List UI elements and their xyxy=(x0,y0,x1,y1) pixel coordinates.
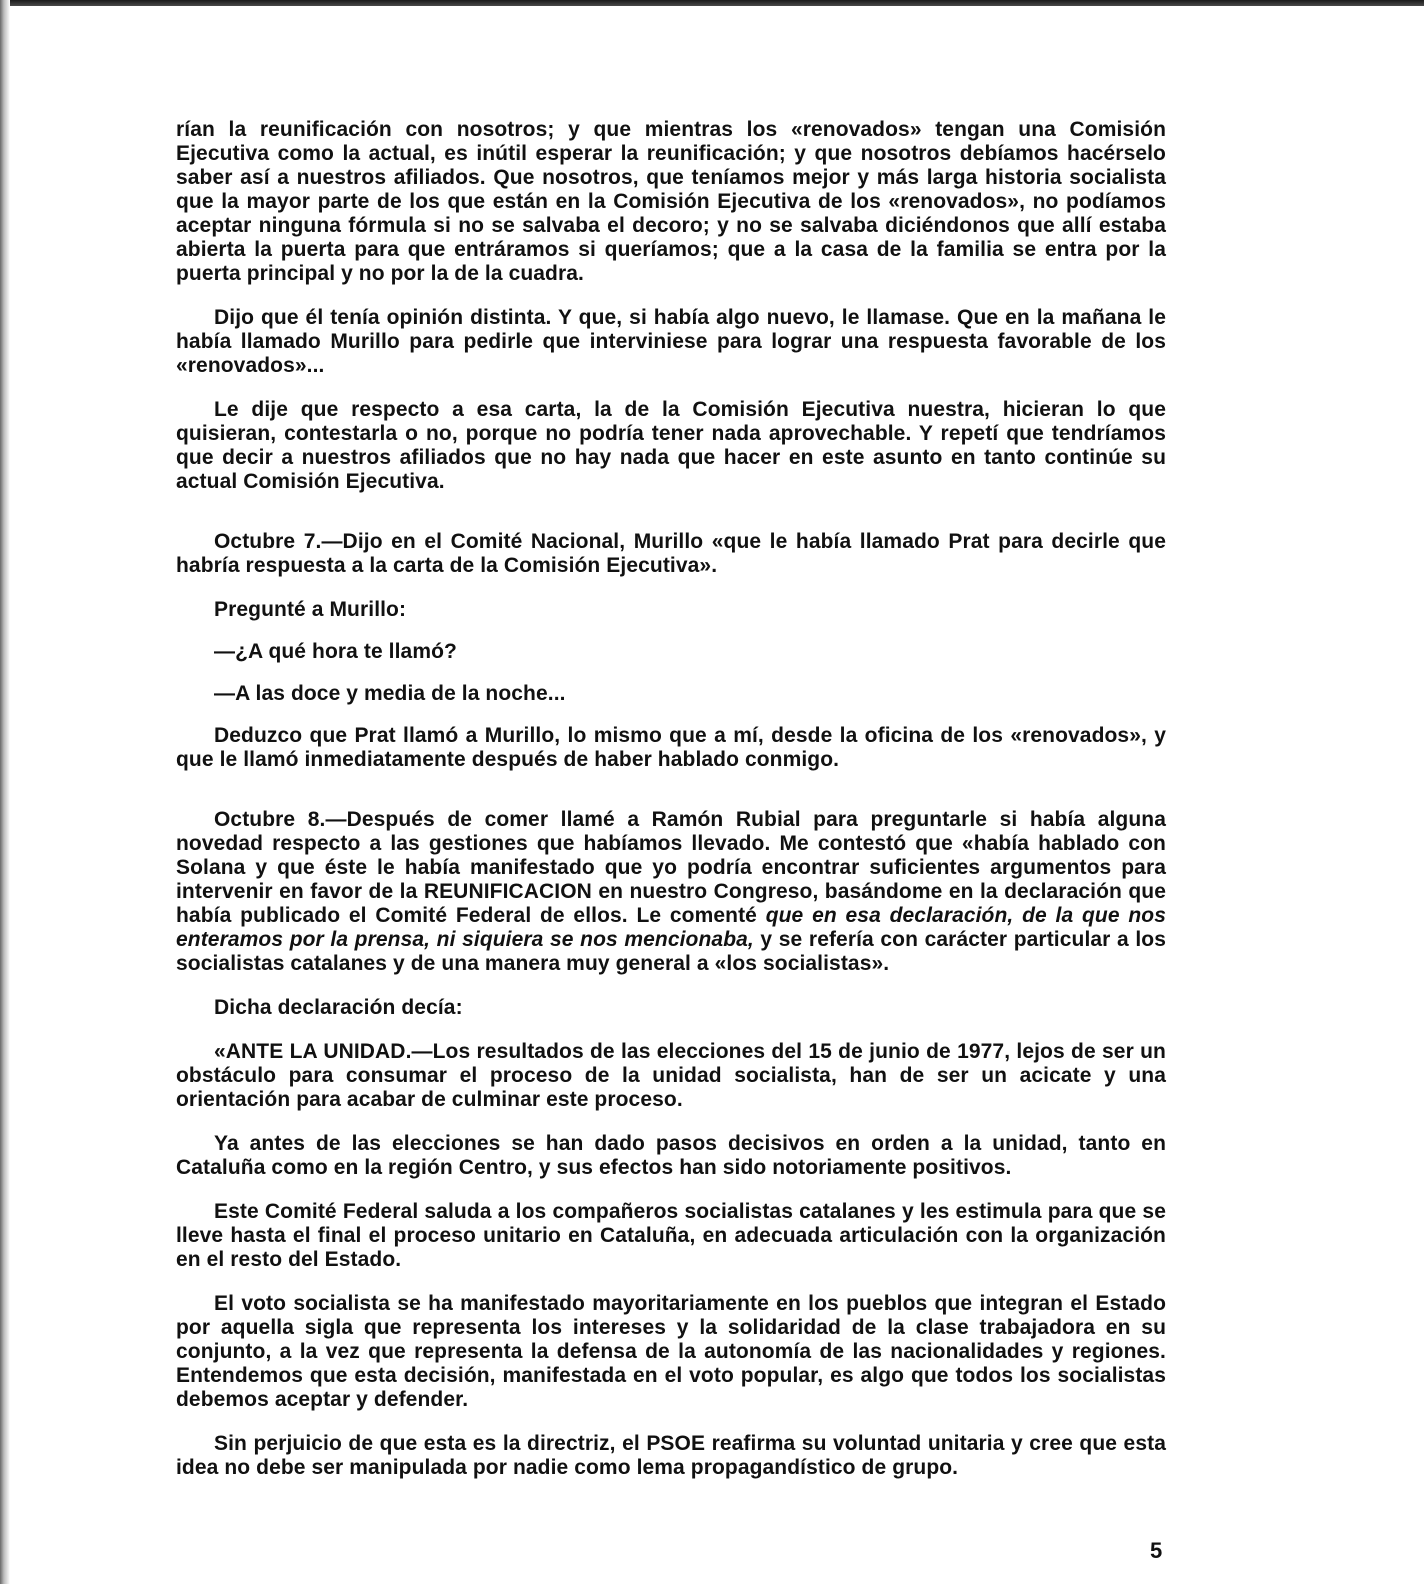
paragraph-deduction: Deduzco que Prat llamó a Murillo, lo mismo que a mí, desde la oficina de los «renovados», y que le llamó inmediatamente después de haber hablado conmigo. xyxy=(176,724,1166,771)
paragraph-carta: Le dije que respecto a esa carta, la de la Comisión Ejecutiva nuestra, hicieran lo que quisieran, contestarla o no, porque no podría tener nada aprovechable. Y repetí que tendríamos que decir a nuestros afiliados que no hay nada que hacer en este asunto en tanto continúe su actual Comisión Ejecutiva. xyxy=(176,398,1166,493)
paragraph-opinion: Dijo que él tenía opinión distinta. Y que, si había algo nuevo, le llamase. Que en la mañana le había llamado Murillo para pedirle que interviniese para lograr una respuesta favorable de los «renovados»... xyxy=(176,306,1166,377)
entry-october-8-italic: que en esa declaración, de la que nos enteramos por la prensa, ni siquiera se nos mencionaba, xyxy=(176,904,1166,951)
entry-october-8-text-b: y se refería con carácter particular a los socialistas catalanes y de una manera muy general a «los socialistas». xyxy=(176,928,1167,975)
document-page xyxy=(176,118,1166,1500)
declaration-paragraph: Ya antes de las elecciones se han dado pasos decisivos en orden a la unidad, tanto en Cataluña como en la región Centro, y sus efectos han sido notoriamente positivos. xyxy=(176,1132,1166,1179)
scan-edge-left xyxy=(0,0,10,1584)
declaration-paragraph: Sin perjuicio de que esta es la directriz, el PSOE reafirma su voluntad unitaria y cree que esta idea no debe ser manipulada por nadie como lema propagandístico de grupo. xyxy=(176,1432,1166,1479)
date-october-8: Octubre 8. xyxy=(214,808,326,831)
page-number: 5 xyxy=(1150,1538,1163,1563)
paragraph-continuation: rían la reunificación con nosotros; y que mientras los «renovados» tengan una Comisión Ejecutiva como la actual, es inútil esperar la reunificación; y que nosotros debíamos hacérselo saber así a nuestros afiliados. Que nosotros, que teníamos mejor y más larga historia socialista que la mayor parte de los que están en la Comisión Ejecutiva de los «renovados», no podíamos aceptar ninguna fórmula si no se salvaba el decoro; y no se salvaba diciéndonos que allí estaba abierta la puerta para que entráramos si queríamos; que a la casa de la familia se entra por la puerta principal y no por la de la cuadra. xyxy=(176,118,1166,285)
date-october-7: Octubre 7. xyxy=(214,530,322,553)
scan-edge-top xyxy=(0,0,1424,6)
declaration-paragraph: Este Comité Federal saluda a los compañeros socialistas catalanes y les estimula para que se lleve hasta el final el proceso unitario en Cataluña, en adecuada articulación con la organización en el resto del Estado. xyxy=(176,1200,1166,1271)
entry-october-7-text: —Dijo en el Comité Nacional, Murillo «que le había llamado Prat para decirle que habría respuesta a la carta de la Comisión Ejecutiva». xyxy=(176,530,1166,577)
declaration-paragraph: El voto socialista se ha manifestado mayoritariamente en los pueblos que integran el Estado por aquella sigla que representa los intereses y la solidaridad de la clase trabajadora en su conjunto, a la vez que representa la defensa de la autonomía de las nacionalidades y regiones. Entendemos que esta decisión, manifestada en el voto popular, es algo que todos los socialistas debemos aceptar y defender. xyxy=(176,1292,1166,1411)
dialogue-line: Pregunté a Murillo: xyxy=(214,598,407,621)
dialogue-line: —A las doce y media de la noche... xyxy=(214,682,566,705)
entry-october-8-text-a: —Después de comer llamé a Ramón Rubial para preguntarle si había alguna novedad respecto a las gestiones que habíamos llevado. Me contestó que «había hablado con Solana y que éste le había manifestado que yo podría encontrar suficientes argumentos para intervenir en favor de la REUNIFICACION en nuestro Congreso, basándome en la declaración que había publicado el Comité Federal de ellos. Le comenté xyxy=(176,808,1166,927)
entry-october-8 xyxy=(176,808,1166,976)
declaration-intro: Dicha declaración decía: xyxy=(214,996,463,1019)
entry-october-7 xyxy=(176,530,1166,578)
dialogue-line: —¿A qué hora te llamó? xyxy=(214,640,457,663)
declaration-paragraph: «ANTE LA UNIDAD.—Los resultados de las elecciones del 15 de junio de 1977, lejos de ser un obstáculo para consumar el proceso de la unidad socialista, han de ser un acicate y una orientación para acabar de culminar este proceso. xyxy=(176,1040,1166,1111)
